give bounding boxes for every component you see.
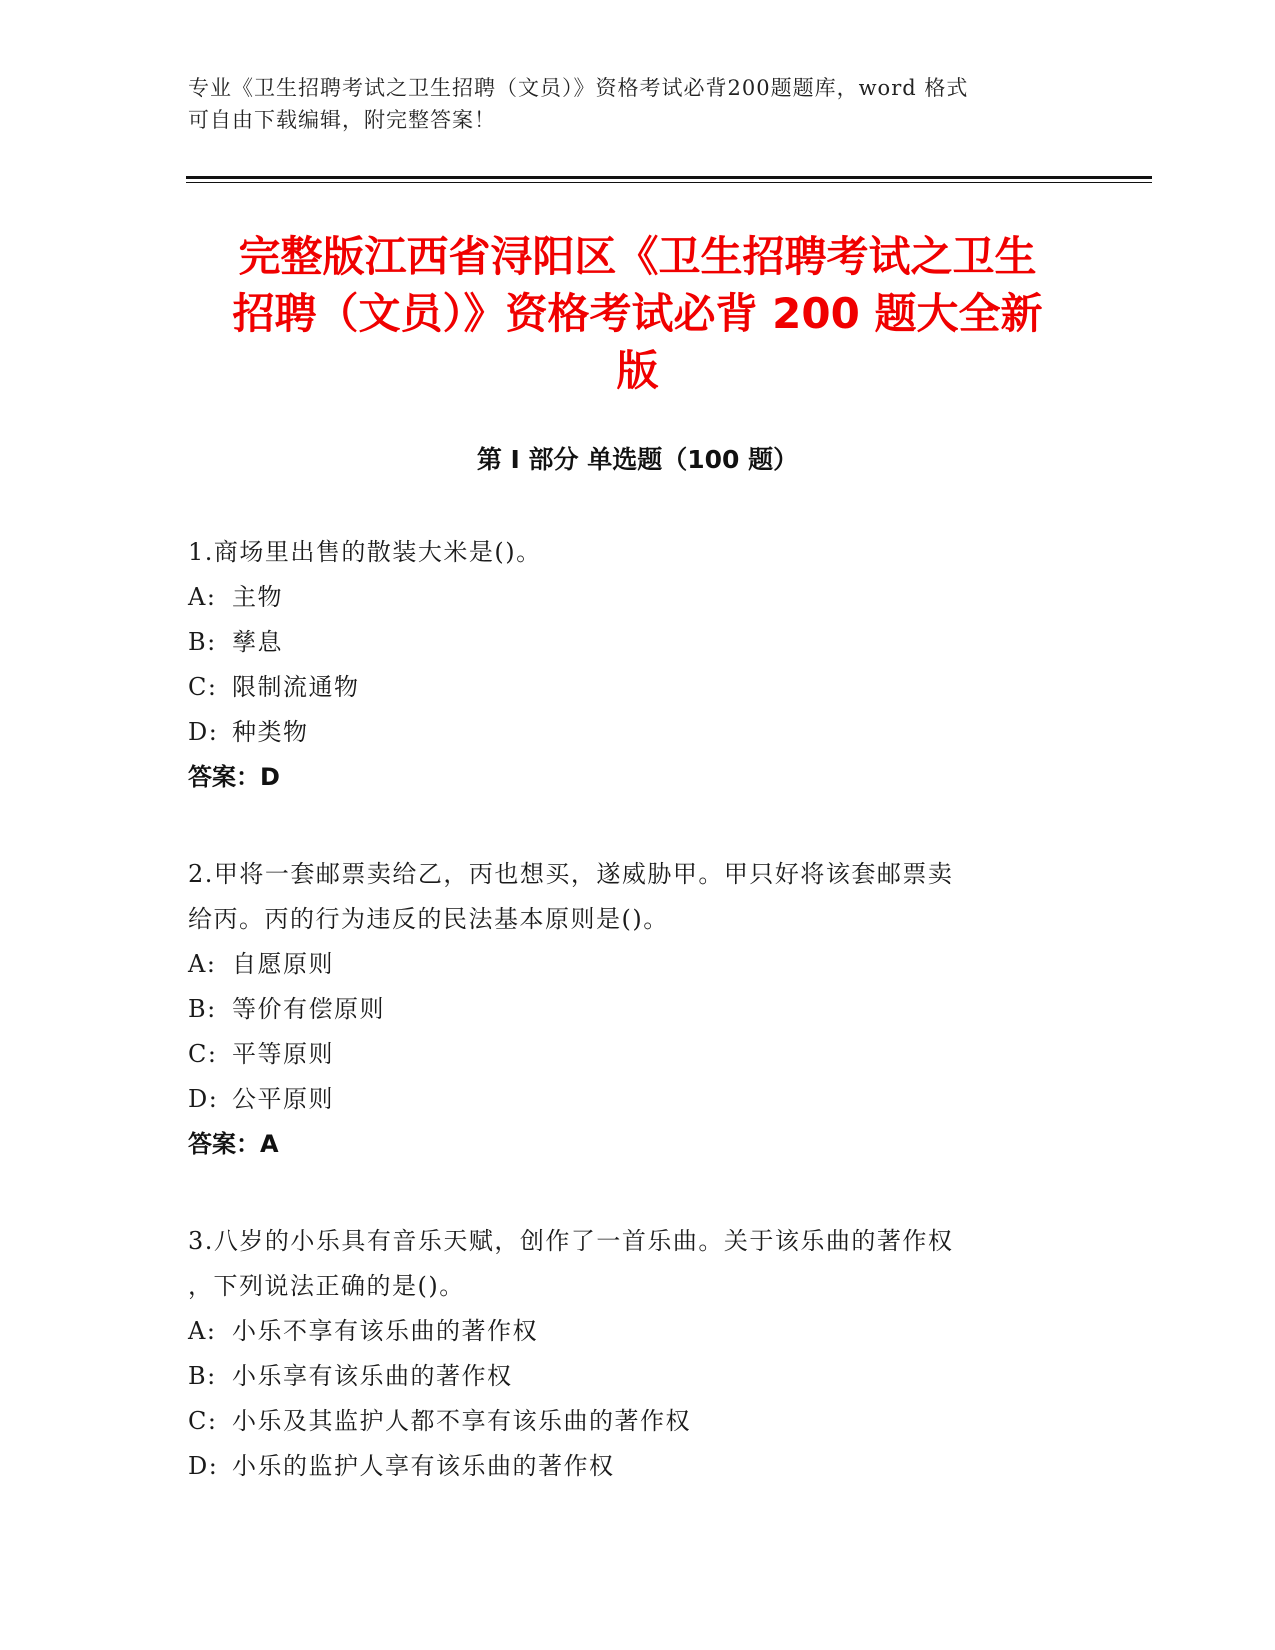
option-text: 等价有偿原则 [232, 995, 385, 1023]
question-3 [188, 1219, 1068, 1489]
option-a [188, 942, 1068, 987]
option-letter: D: [188, 1452, 219, 1480]
title-line: 完整版江西省浔阳区《卫生招聘考试之卫生 [238, 232, 1037, 281]
option-d [188, 1444, 1068, 1489]
option-b [188, 987, 1068, 1032]
section-heading: 第 I 部分 单选题（100 题） [476, 445, 799, 474]
option-letter: C: [188, 673, 218, 701]
question-stem: 3.八岁的小乐具有音乐天赋，创作了一首乐曲。关于该乐曲的著作权 [188, 1227, 954, 1255]
option-c [188, 665, 1068, 710]
document-title [150, 228, 1125, 399]
question-stem-continued: ，下列说法正确的是()。 [188, 1272, 465, 1300]
option-letter: D: [188, 718, 219, 746]
option-text: 公平原则 [232, 1085, 334, 1113]
title-line: 版 [616, 346, 659, 395]
option-letter: C: [188, 1407, 218, 1435]
option-text: 小乐享有该乐曲的著作权 [232, 1362, 513, 1390]
option-letter: B: [188, 628, 217, 656]
intro-line: 专业《卫生招聘考试之卫生招聘（文员）》资格考试必背200题题库，word 格式 [188, 76, 969, 100]
option-d [188, 1077, 1068, 1122]
option-text: 小乐及其监护人都不享有该乐曲的著作权 [232, 1407, 691, 1435]
option-letter: A: [188, 1317, 217, 1345]
option-text: 自愿原则 [232, 950, 334, 978]
option-text: 孳息 [232, 628, 283, 656]
answer-line: 答案：D [188, 763, 280, 791]
question-stem: 2.甲将一套邮票卖给乙，丙也想买，遂威胁甲。甲只好将该套邮票卖 [188, 860, 954, 888]
question-list [188, 530, 1068, 1541]
option-letter: B: [188, 1362, 217, 1390]
option-a [188, 575, 1068, 620]
question-1 [188, 530, 1068, 800]
question-2 [188, 852, 1068, 1167]
header-divider-thick [186, 176, 1152, 179]
option-text: 平等原则 [232, 1040, 334, 1068]
answer-line: 答案：A [188, 1130, 279, 1158]
option-c [188, 1032, 1068, 1077]
question-stem: 1.商场里出售的散装大米是()。 [188, 538, 542, 566]
option-b [188, 620, 1068, 665]
intro-text [188, 72, 1068, 136]
header-divider-thin [186, 182, 1152, 183]
option-text: 种类物 [232, 718, 309, 746]
option-letter: A: [188, 950, 217, 978]
option-b [188, 1354, 1068, 1399]
option-d [188, 710, 1068, 755]
option-text: 小乐的监护人享有该乐曲的著作权 [232, 1452, 615, 1480]
option-letter: D: [188, 1085, 219, 1113]
option-letter: B: [188, 995, 217, 1023]
option-text: 限制流通物 [232, 673, 360, 701]
option-a [188, 1309, 1068, 1354]
option-letter: C: [188, 1040, 218, 1068]
question-stem-continued: 给丙。丙的行为违反的民法基本原则是()。 [188, 905, 669, 933]
option-letter: A: [188, 583, 217, 611]
option-text: 主物 [232, 583, 283, 611]
option-c [188, 1399, 1068, 1444]
title-line: 招聘（文员）》资格考试必背 200 题大全新 [232, 289, 1043, 338]
option-text: 小乐不享有该乐曲的著作权 [232, 1317, 538, 1345]
intro-line: 可自由下载编辑，附完整答案！ [188, 108, 496, 132]
